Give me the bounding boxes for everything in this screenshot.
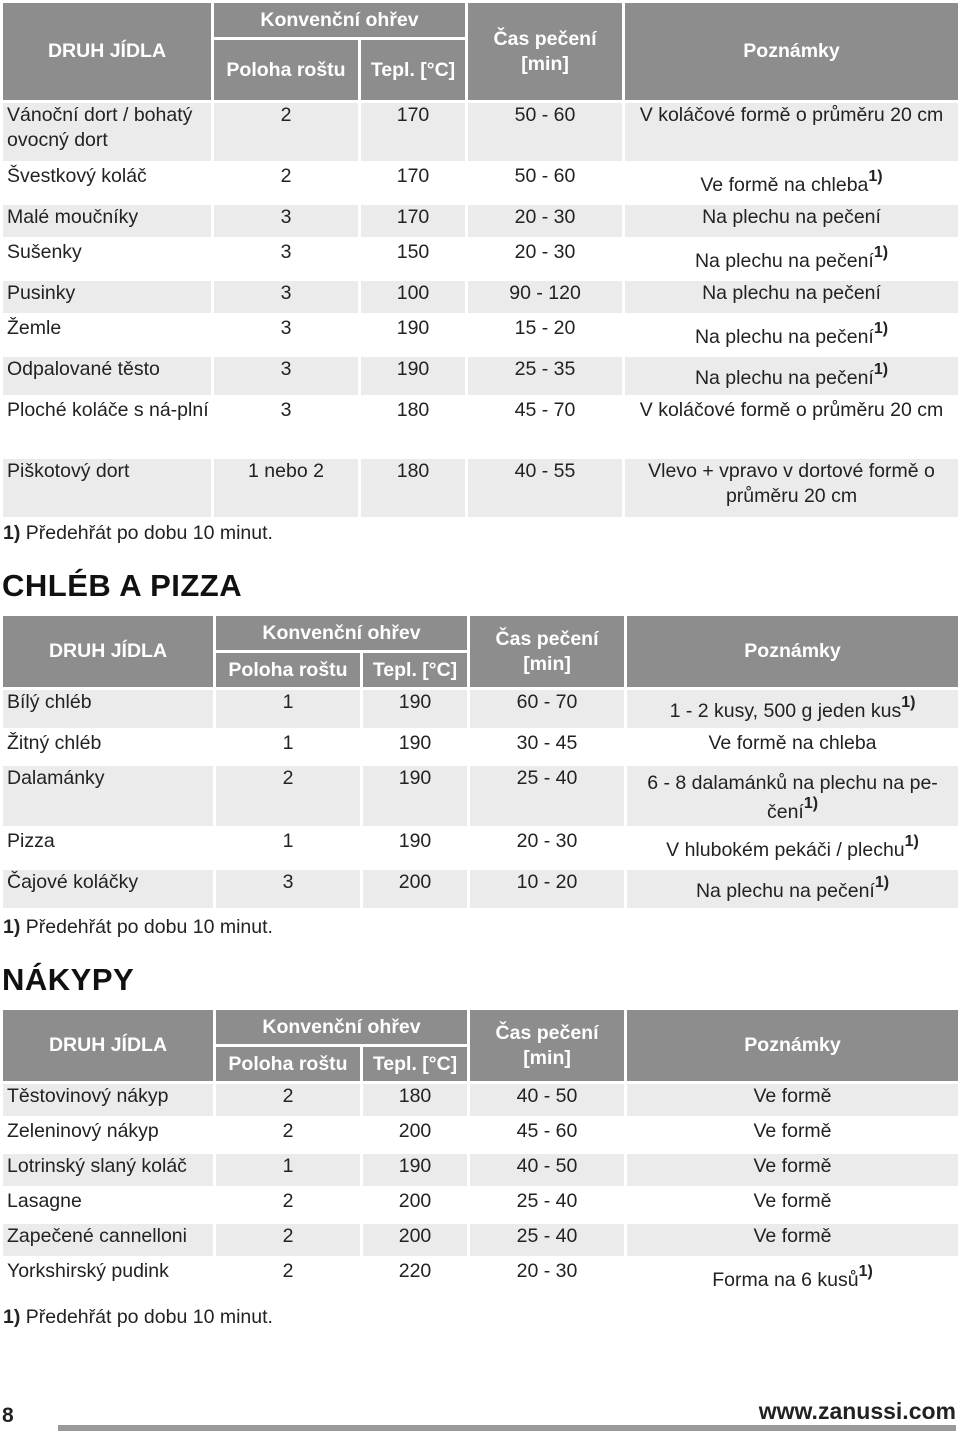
note-text: Ve formě (753, 1155, 832, 1177)
table-row (3, 459, 958, 517)
table-row (3, 281, 958, 313)
note (625, 357, 958, 395)
website-link[interactable]: www.zanussi.com (758, 1398, 956, 1424)
note (627, 1224, 958, 1256)
header-shelf-position: Poloha roštu (214, 40, 358, 100)
note-text: Ve formě na chleba (700, 174, 869, 196)
dish-name: Malé moučníky (3, 205, 211, 237)
temperature: 190 (363, 829, 467, 867)
note (625, 459, 958, 517)
temperature: 190 (363, 731, 467, 763)
dish-name: Čajové koláčky (3, 870, 213, 908)
shelf-position: 2 (216, 1084, 360, 1116)
baking-time: 50 - 60 (468, 103, 622, 161)
note-text: Ve formě (753, 1190, 832, 1212)
shelf-position: 1 (216, 731, 360, 763)
dish-name: Zapečené cannelloni (3, 1224, 213, 1256)
dish-name: Odpalované těsto (3, 357, 211, 395)
table-row (3, 1084, 958, 1116)
header-dish: DRUH JÍDLA (3, 3, 211, 100)
dish-name: Ploché koláče s ná-plní (3, 398, 211, 456)
header-dish: DRUH JÍDLA (3, 616, 213, 687)
temperature: 100 (361, 281, 465, 313)
note (625, 398, 958, 456)
baking-time: 25 - 35 (468, 357, 622, 395)
dish-name: Lotrinský slaný koláč (3, 1154, 213, 1186)
table3-footnote: 1) Předehřát po dobu 10 minut. (3, 1306, 273, 1328)
header-shelf-position: Poloha roštu (216, 653, 360, 687)
shelf-position: 3 (214, 316, 358, 354)
header-baking-time: Čas pečení [min] (468, 3, 622, 100)
note (625, 205, 958, 237)
shelf-position: 2 (216, 766, 360, 826)
temperature: 170 (361, 103, 465, 161)
dish-name: Piškotový dort (3, 459, 211, 517)
shelf-position: 1 nebo 2 (214, 459, 358, 517)
table-row (3, 1259, 958, 1297)
note-text: Na plechu na pečení (695, 880, 875, 902)
table-row (3, 1119, 958, 1151)
shelf-position: 1 (216, 829, 360, 867)
header-notes: Poznámky (627, 616, 958, 687)
header-notes: Poznámky (627, 1010, 958, 1081)
table-row (3, 398, 958, 456)
table-row (3, 205, 958, 237)
note (627, 829, 958, 867)
baking-time: 40 - 50 (470, 1084, 624, 1116)
shelf-position: 2 (216, 1189, 360, 1221)
temperature: 180 (361, 398, 465, 456)
table-row (3, 240, 958, 278)
header-dish: DRUH JÍDLA (3, 1010, 213, 1081)
temperature: 150 (361, 240, 465, 278)
note (627, 766, 958, 826)
table1-footnote: 1) Předehřát po dobu 10 minut. (3, 522, 273, 544)
temperature: 190 (361, 316, 465, 354)
shelf-position: 2 (216, 1259, 360, 1297)
note (625, 316, 958, 354)
table-row (3, 164, 958, 202)
header-temperature: Tepl. [°C] (363, 1047, 467, 1081)
dish-name: Žitný chléb (3, 731, 213, 763)
dish-name: Pizza (3, 829, 213, 867)
note (627, 1259, 958, 1297)
dish-name: Yorkshirský pudink (3, 1259, 213, 1297)
header-notes: Poznámky (625, 3, 958, 100)
baking-time: 30 - 45 (470, 731, 624, 763)
baking-table-casseroles (0, 1007, 960, 1300)
shelf-position: 1 (216, 690, 360, 728)
temperature: 190 (363, 690, 467, 728)
shelf-position: 2 (216, 1224, 360, 1256)
temperature: 190 (363, 1154, 467, 1186)
note-text: Ve formě (753, 1120, 832, 1142)
note-text: Ve formě (753, 1225, 832, 1247)
note (625, 103, 958, 161)
section-title-casseroles: NÁKYPY (2, 962, 135, 997)
baking-time: 40 - 50 (470, 1154, 624, 1186)
dish-name: Bílý chléb (3, 690, 213, 728)
shelf-position: 3 (216, 870, 360, 908)
dish-name: Lasagne (3, 1189, 213, 1221)
footnote-marker: 1) (874, 874, 890, 891)
note (627, 731, 958, 763)
note-text: V koláčové formě o průměru 20 cm (639, 399, 944, 421)
table-row (3, 357, 958, 395)
note (627, 1119, 958, 1151)
shelf-position: 3 (214, 357, 358, 395)
table-row (3, 870, 958, 908)
footer-divider (58, 1425, 956, 1431)
dish-name: Vánoční dort / bohatý ovocný dort (3, 103, 211, 161)
note (625, 164, 958, 202)
note (627, 1084, 958, 1116)
note-text: 1 - 2 kusy, 500 g jeden kus (669, 700, 902, 722)
temperature: 180 (361, 459, 465, 517)
table-row (3, 103, 958, 161)
note-text: Ve formě (753, 1085, 832, 1107)
dish-name: Dalamánky (3, 766, 213, 826)
footnote-marker: 1) (873, 361, 889, 378)
table-row (3, 1224, 958, 1256)
temperature: 200 (363, 1189, 467, 1221)
header-shelf-position: Poloha roštu (216, 1047, 360, 1081)
baking-time: 25 - 40 (470, 1189, 624, 1221)
footnote-marker: 1) (901, 694, 916, 711)
note (625, 281, 958, 313)
note-text: V koláčové formě o průměru 20 cm (639, 104, 944, 126)
header-conventional-heating: Konvenční ohřev (214, 3, 465, 37)
shelf-position: 1 (216, 1154, 360, 1186)
baking-time: 40 - 55 (468, 459, 622, 517)
note-text: Na plechu na pečení (694, 326, 874, 348)
temperature: 170 (361, 205, 465, 237)
temperature: 220 (363, 1259, 467, 1297)
table-row (3, 829, 958, 867)
shelf-position: 2 (214, 103, 358, 161)
header-conventional-heating: Konvenční ohřev (216, 616, 467, 650)
temperature: 180 (363, 1084, 467, 1116)
baking-time: 20 - 30 (468, 240, 622, 278)
note-text: Forma na 6 kusů (712, 1269, 859, 1291)
table-row (3, 690, 958, 728)
note-text: Ve formě na chleba (708, 732, 877, 754)
footnote-marker: 1) (803, 795, 819, 812)
baking-time: 45 - 60 (470, 1119, 624, 1151)
temperature: 200 (363, 1224, 467, 1256)
dish-name: Sušenky (3, 240, 211, 278)
table2-footnote: 1) Předehřát po dobu 10 minut. (3, 916, 273, 938)
note-text: Vlevo + vpravo v dortové formě o průměru 20 cm (648, 460, 935, 507)
shelf-position: 2 (216, 1119, 360, 1151)
baking-time: 20 - 30 (470, 1259, 624, 1297)
shelf-position: 3 (214, 398, 358, 456)
table-row (3, 1154, 958, 1186)
dish-name: Švestkový koláč (3, 164, 211, 202)
note-text: Na plechu na pečení (702, 206, 881, 228)
footnote-marker: 1) (904, 833, 919, 850)
temperature: 170 (361, 164, 465, 202)
note-text: V hlubokém pekáči / plechu (666, 839, 905, 861)
shelf-position: 3 (214, 240, 358, 278)
note-text: Na plechu na pečení (694, 367, 874, 389)
header-baking-time: Čas pečení [min] (470, 1010, 624, 1081)
baking-time: 20 - 30 (470, 829, 624, 867)
footnote-marker: 1) (873, 320, 889, 337)
note (625, 240, 958, 278)
table-row (3, 731, 958, 763)
note-text: Na plechu na pečení (694, 250, 874, 272)
baking-time: 10 - 20 (470, 870, 624, 908)
table-row (3, 766, 958, 826)
temperature: 200 (363, 870, 467, 908)
dish-name: Těstovinový nákyp (3, 1084, 213, 1116)
table-row (3, 1189, 958, 1221)
baking-table-cakes (0, 0, 960, 520)
baking-time: 25 - 40 (470, 1224, 624, 1256)
shelf-position: 2 (214, 164, 358, 202)
header-conventional-heating: Konvenční ohřev (216, 1010, 467, 1044)
dish-name: Pusinky (3, 281, 211, 313)
page-number: 8 (2, 1404, 14, 1427)
baking-time: 15 - 20 (468, 316, 622, 354)
dish-name: Žemle (3, 316, 211, 354)
baking-time: 50 - 60 (468, 164, 622, 202)
shelf-position: 3 (214, 205, 358, 237)
note (627, 1189, 958, 1221)
temperature: 200 (363, 1119, 467, 1151)
baking-time: 45 - 70 (468, 398, 622, 456)
temperature: 190 (361, 357, 465, 395)
temperature: 190 (363, 766, 467, 826)
header-baking-time: Čas pečení [min] (470, 616, 624, 687)
note (627, 1154, 958, 1186)
header-temperature: Tepl. [°C] (363, 653, 467, 687)
shelf-position: 3 (214, 281, 358, 313)
note (627, 690, 958, 728)
baking-time: 25 - 40 (470, 766, 624, 826)
footnote-marker: 1) (858, 1263, 873, 1280)
baking-time: 90 - 120 (468, 281, 622, 313)
note (627, 870, 958, 908)
note-text: 6 - 8 dalamánků na plechu na pe-čení (647, 772, 938, 823)
table-row (3, 316, 958, 354)
note-text: Na plechu na pečení (702, 282, 881, 304)
baking-time: 60 - 70 (470, 690, 624, 728)
baking-table-bread-pizza (0, 613, 960, 911)
header-temperature: Tepl. [°C] (361, 40, 465, 100)
section-title-bread-pizza: CHLÉB A PIZZA (2, 568, 243, 603)
baking-time: 20 - 30 (468, 205, 622, 237)
footnote-marker: 1) (873, 244, 889, 261)
footnote-marker: 1) (868, 168, 883, 185)
dish-name: Zeleninový nákyp (3, 1119, 213, 1151)
